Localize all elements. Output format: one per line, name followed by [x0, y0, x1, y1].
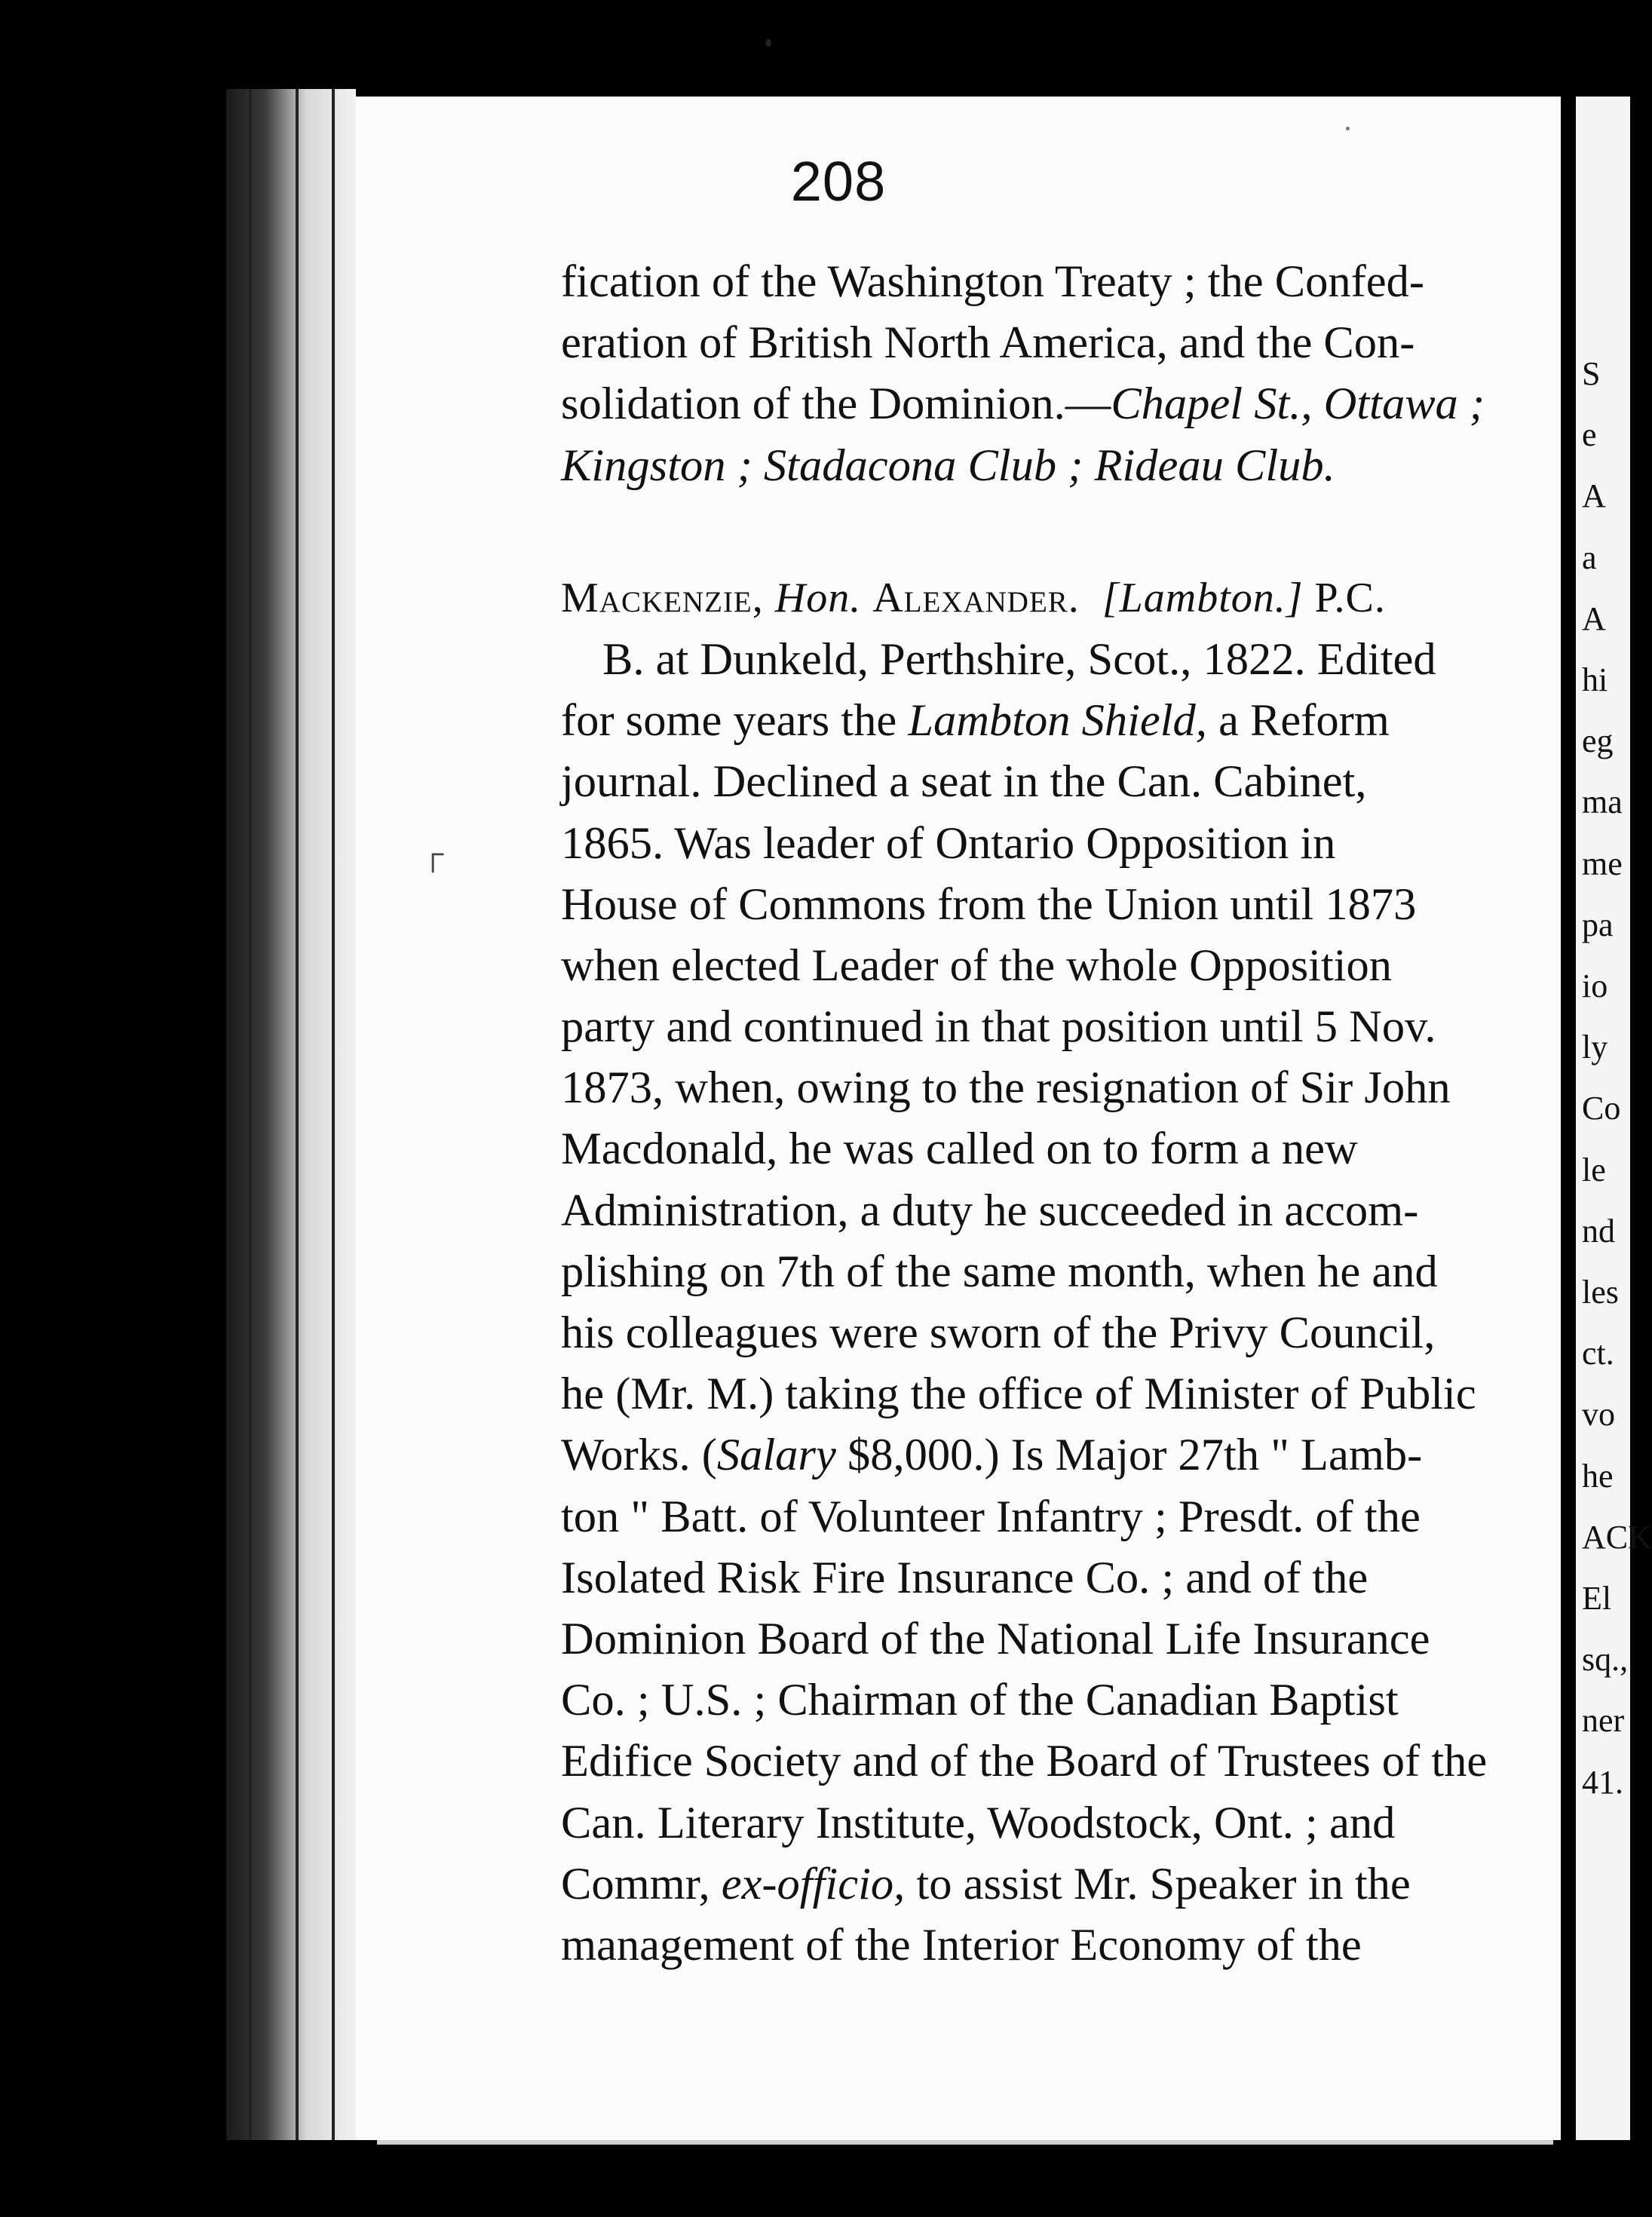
page-bottom-edge: [377, 2140, 1553, 2145]
text-line: management of the Interior Economy of the: [561, 1919, 1362, 1970]
right-page-fragment: me: [1582, 845, 1623, 882]
text-line-part: to assist Mr. Speaker in the: [905, 1858, 1411, 1909]
text-line: [561, 373, 1586, 434]
adjacent-page-strip: [1576, 97, 1652, 2140]
entry-surname: Mackenzie,: [561, 574, 764, 621]
right-page-fragment: e: [1582, 416, 1597, 454]
scan-speck: [765, 39, 771, 47]
entry-forename: Alexander.: [872, 574, 1080, 621]
text-line: eration of British North America, and the Con-: [561, 317, 1415, 369]
spine-line: [296, 89, 299, 2140]
text-line: Edifice Society and of the Board of Trustees of the: [561, 1736, 1488, 1787]
text-line-part: a Reform: [1206, 695, 1390, 747]
page-text: [561, 251, 1586, 1976]
address-italic: Chapel St., Ottawa ;: [1111, 379, 1485, 430]
right-page-fragment: io: [1582, 967, 1608, 1004]
text-line: Administration, a duty he succeeded in accom-: [561, 1185, 1419, 1236]
text-line: [561, 1424, 1586, 1486]
text-line: Dominion Board of the National Life Insurance: [561, 1613, 1430, 1664]
right-page-fragment: pa: [1582, 906, 1614, 943]
text-line: Macdonald, he was called on to form a new: [561, 1124, 1358, 1175]
journal-italic: Lambton Shield,: [908, 695, 1207, 747]
text-line-part: solidation of the Dominion.—: [561, 379, 1111, 430]
spine-line: [332, 89, 335, 2140]
salary-italic: Salary: [716, 1430, 836, 1481]
text-line: B. at Dunkeld, Perthshire, Scot., 1822. Edited: [602, 633, 1436, 685]
text-line-part: Works. (: [561, 1430, 717, 1481]
text-line: party and continued in that position until 5 Nov.: [561, 1001, 1436, 1053]
right-page-fragment: nd: [1582, 1212, 1615, 1250]
text-line: Isolated Risk Fire Insurance Co. ; and of the: [561, 1552, 1368, 1603]
right-page-fragment: El: [1582, 1580, 1612, 1617]
right-page-fragment: S: [1582, 355, 1601, 392]
text-line-part: for some years the: [561, 695, 909, 747]
right-page-fragment: vo: [1582, 1396, 1615, 1434]
text-line-part: $8,000.) Is Major 27th " Lamb-: [835, 1430, 1423, 1481]
page-number: 208: [790, 150, 887, 213]
text-line: Kingston ; Stadacona Club ; Rideau Club.: [561, 440, 1335, 491]
text-line: he (Mr. M.) taking the office of Minister of Public: [561, 1369, 1476, 1420]
text-line: 1865. Was leader of Ontario Opposition in: [561, 817, 1336, 869]
right-page-fragment: eg: [1582, 722, 1614, 760]
text-line: 1873, when, owing to the resignation of Sir John: [561, 1063, 1451, 1114]
entry-suffix: P.C.: [1314, 574, 1386, 621]
entry-title: Hon.: [774, 574, 862, 621]
text-line: [561, 1854, 1586, 1915]
right-page-fragment: 41.: [1582, 1763, 1623, 1801]
book-spine: [226, 89, 356, 2140]
text-line: House of Commons from the Union until 1873: [561, 879, 1417, 930]
entry-constituency: [Lambton.]: [1102, 574, 1304, 621]
ex-officio-italic: ex-officio,: [721, 1858, 906, 1909]
text-line: [561, 690, 1586, 751]
right-page-fragment: A: [1582, 477, 1606, 515]
right-page-fragment: ly: [1582, 1029, 1608, 1066]
right-page-fragment: ct.: [1582, 1335, 1614, 1372]
right-page-fragment: a: [1582, 538, 1597, 576]
right-page-fragment: hi: [1582, 661, 1608, 698]
text-line: ton " Batt. of Volunteer Infantry ; Presdt. of the: [561, 1491, 1421, 1542]
spine-line: [249, 89, 252, 2140]
right-page-fragment: les: [1582, 1274, 1619, 1311]
right-page-fragment: le: [1582, 1151, 1606, 1188]
entry-heading: [561, 568, 1586, 629]
text-line: Co. ; U.S. ; Chairman of the Canadian Baptist: [561, 1675, 1399, 1726]
right-page-fragment: he: [1582, 1457, 1614, 1495]
text-line: plishing on 7th of the same month, when he and: [561, 1246, 1438, 1297]
right-page-fragment: A: [1582, 599, 1606, 637]
right-page-fragment: sq.,: [1582, 1641, 1629, 1679]
text-line: Can. Literary Institute, Woodstock, Ont. ; and: [561, 1797, 1396, 1848]
margin-mark: ┌: [422, 836, 444, 870]
book-page: [356, 97, 1573, 2140]
right-page-fragment: Co: [1582, 1090, 1621, 1127]
text-line-part: Commr,: [561, 1858, 722, 1909]
text-line: fication of the Washington Treaty ; the Confed-: [561, 256, 1425, 307]
right-page-fragment: ma: [1582, 783, 1623, 821]
text-line: his colleagues were sworn of the Privy Council,: [561, 1308, 1436, 1358]
scan-speck: [1346, 127, 1350, 130]
text-line: journal. Declined a seat in the Can. Cabinet,: [561, 756, 1367, 808]
right-page-fragment: ACK: [1582, 1518, 1652, 1556]
right-page-fragment: ner: [1582, 1702, 1625, 1740]
text-line: when elected Leader of the whole Opposition: [561, 940, 1393, 991]
